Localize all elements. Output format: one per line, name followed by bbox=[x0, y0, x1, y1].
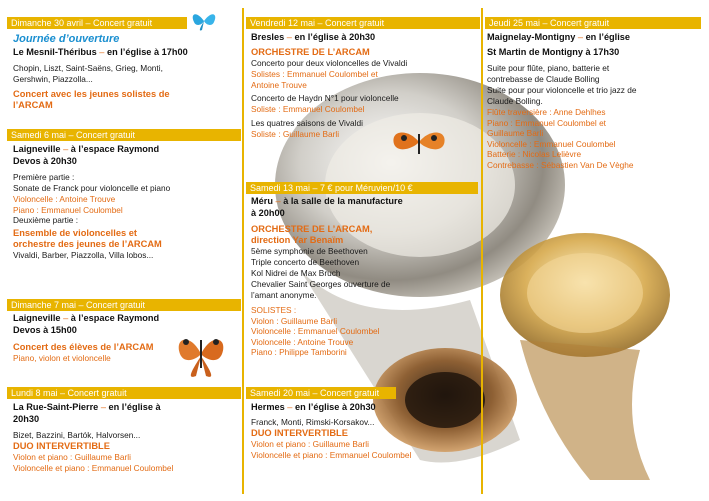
performer: Piano : Emmanuel Coulombel bbox=[13, 204, 123, 215]
date-header-6-mai: Samedi 6 mai – Concert gratuit bbox=[7, 129, 241, 141]
venue-time: à 20h00 bbox=[251, 208, 285, 218]
town: Le Mesnil-Théribus bbox=[13, 47, 97, 57]
town: Laigneville bbox=[13, 313, 61, 323]
painted-lady-butterfly-icon bbox=[172, 326, 230, 384]
town: Maignelay-Montigny bbox=[487, 32, 576, 42]
venue-time: St Martin de Montigny à 17h30 bbox=[487, 47, 620, 57]
event-20-mai bbox=[251, 401, 411, 460]
ensemble-title: Concert avec les jeunes solistes de bbox=[13, 89, 170, 99]
performer: Violon et piano : Guillaume Barli bbox=[13, 452, 131, 462]
program: Les quatres saisons de Vivaldi bbox=[251, 117, 363, 128]
program: 5ème symphonie de Beethoven bbox=[251, 246, 368, 256]
ensemble-title: orchestre des jeunes de l’ARCAM bbox=[13, 239, 162, 249]
program: Suite pour flûte, piano, batterie et bbox=[487, 63, 610, 73]
ensemble-title: ORCHESTRE DE L’ARCAM, bbox=[251, 224, 373, 234]
date-header-13-mai: Samedi 13 mai – 7 € pour Méruvien/10 € bbox=[246, 182, 478, 194]
performer: Antoine Trouve bbox=[251, 79, 307, 90]
soloists-label: SOLISTES : bbox=[251, 305, 297, 315]
venue: La Rue-Saint-Pierre – en l’église à bbox=[13, 402, 161, 412]
journee-ouverture-title: Journée d’ouverture bbox=[13, 33, 120, 45]
performer: Violoncelle et piano : Emmanuel Coulombel bbox=[251, 449, 412, 460]
ensemble-title: DUO INTERVERTIBLE bbox=[13, 441, 110, 451]
program: Chopin, Liszt, Saint-Saëns, Grieg, Monti, bbox=[13, 63, 163, 73]
venue: Laigneville – à l’espace Raymond bbox=[13, 144, 160, 154]
program: Bizet, Bazzini, Bartók, Halvorsen... bbox=[13, 430, 141, 440]
venue: Maignelay-Montigny – en l’église bbox=[487, 32, 630, 42]
conductor: direction Yar Benaïm bbox=[251, 235, 344, 245]
performer: Violoncelle : Antoine Trouve bbox=[251, 336, 354, 347]
program: Chevalier Saint Georges ouverture de bbox=[251, 279, 391, 289]
date-header-20-mai: Samedi 20 mai – Concert gratuit bbox=[246, 387, 396, 399]
date-header-30-avril: Dimanche 30 avril – Concert gratuit bbox=[7, 17, 187, 29]
performer: Batterie : Nicolas Lelièvre bbox=[487, 149, 582, 159]
performer: Violon et piano : Guillaume Barli bbox=[251, 439, 369, 449]
venue: Hermes – en l’église à 20h30 bbox=[251, 402, 376, 412]
ensemble-title: Concert des élèves de l’ARCAM bbox=[13, 342, 154, 352]
event-25-mai bbox=[487, 31, 636, 170]
part-label: Deuxième partie : bbox=[13, 215, 79, 225]
column-divider-1 bbox=[242, 8, 244, 494]
program: contrebasse de Claude Bolling bbox=[487, 74, 600, 84]
event-12-mai bbox=[251, 31, 407, 139]
venue-time: en l’église à 20h30 bbox=[294, 402, 376, 412]
venue: Bresles – en l’église à 20h30 bbox=[251, 32, 376, 42]
venue-place: en l’église à bbox=[108, 402, 161, 412]
program: Franck, Monti, Rimski-Korsakov... bbox=[251, 417, 375, 427]
column-divider-2 bbox=[481, 8, 483, 494]
town: Bresles bbox=[251, 32, 285, 42]
town: Laigneville bbox=[13, 144, 61, 154]
performer: Guillaume Barli bbox=[487, 128, 544, 138]
performer: Violoncelle : Antoine Trouve bbox=[13, 194, 116, 204]
program: Gershwin, Piazzolla... bbox=[13, 74, 93, 84]
program: Suite pour pour violoncelle et trio jazz de bbox=[487, 85, 637, 95]
venue-place: à la salle de la manufacture bbox=[283, 196, 403, 206]
venue: Le Mesnil-Théribus – en l’église à 17h00 bbox=[13, 47, 188, 57]
program: Sonate de Franck pour violoncelle et piano bbox=[13, 183, 171, 193]
performer: Solistes : Emmanuel Coulombel et bbox=[251, 69, 378, 79]
town: Méru bbox=[251, 196, 273, 206]
venue: Méru – à la salle de la manufacture bbox=[251, 196, 403, 206]
venue-time: Devos à 15h00 bbox=[13, 325, 77, 335]
ensemble-title: ORCHESTRE DE L’ARCAM bbox=[251, 47, 370, 57]
performer: Piano : Emmanuel Coulombel et bbox=[487, 117, 606, 128]
event-8-mai bbox=[13, 401, 173, 473]
blue-butterfly-icon bbox=[190, 8, 218, 34]
date-header-25-mai: Jeudi 25 mai – Concert gratuit bbox=[485, 17, 701, 29]
venue-place: à l’espace Raymond bbox=[70, 144, 160, 154]
ensemble-title: DUO INTERVERTIBLE bbox=[251, 428, 348, 438]
program: l’amant anonyme. bbox=[251, 290, 317, 300]
performer: Contrebasse : Sébastien Van De Vèghe bbox=[487, 159, 634, 170]
performer: Violoncelle et piano : Emmanuel Coulombel bbox=[13, 462, 174, 473]
venue-time: 20h30 bbox=[13, 414, 40, 424]
date-header-7-mai: Dimanche 7 mai – Concert gratuit bbox=[7, 299, 241, 311]
performer: Flûte traversière : Anne Dehlhes bbox=[487, 107, 606, 117]
event-13-mai bbox=[251, 195, 403, 358]
program: Claude Bolling. bbox=[487, 96, 543, 106]
program: Kol Nidrei de Max Bruch bbox=[251, 268, 341, 278]
performer: Piano, violon et violoncelle bbox=[13, 353, 111, 363]
venue-place: à l’espace Raymond bbox=[70, 313, 160, 323]
date-header-12-mai: Vendredi 12 mai – Concert gratuit bbox=[246, 17, 480, 29]
event-30-avril bbox=[13, 33, 188, 111]
town: La Rue-Saint-Pierre bbox=[13, 402, 99, 412]
part-label: Première partie : bbox=[13, 172, 75, 182]
ensemble-title: Ensemble de violoncelles et bbox=[13, 228, 138, 238]
town: Hermes bbox=[251, 402, 285, 412]
program: Concerto pour deux violoncelles de Vivaldi bbox=[251, 58, 408, 68]
venue-time: en l’église à 17h00 bbox=[106, 47, 188, 57]
event-6-mai bbox=[13, 143, 170, 261]
venue-place: en l’église bbox=[585, 32, 630, 42]
performer: Soliste : Emmanuel Coulombel bbox=[251, 104, 365, 114]
performer: Piano : Philippe Tamborini bbox=[251, 347, 347, 357]
event-7-mai bbox=[13, 312, 159, 364]
program: Vivaldi, Barber, Piazzolla, Villa lobos... bbox=[13, 250, 154, 260]
venue-time: en l’église à 20h30 bbox=[294, 32, 376, 42]
venue: Laigneville – à l’espace Raymond bbox=[13, 313, 160, 323]
performer: Violoncelle : Emmanuel Coulombel bbox=[251, 326, 380, 336]
performer: Violoncelle : Emmanuel Coulombel bbox=[487, 138, 616, 149]
ensemble-title: l’ARCAM bbox=[13, 100, 53, 110]
performer: Soliste : Guillaume Barli bbox=[251, 128, 340, 139]
performer: Violon : Guillaume Barli bbox=[251, 315, 338, 326]
program: Concerto de Haydn N°1 pour violoncelle bbox=[251, 93, 399, 103]
date-header-8-mai: Lundi 8 mai – Concert gratuit bbox=[7, 387, 241, 399]
venue-time: Devos à 20h30 bbox=[13, 156, 77, 166]
program: Triple concerto de Beethoven bbox=[251, 257, 360, 267]
